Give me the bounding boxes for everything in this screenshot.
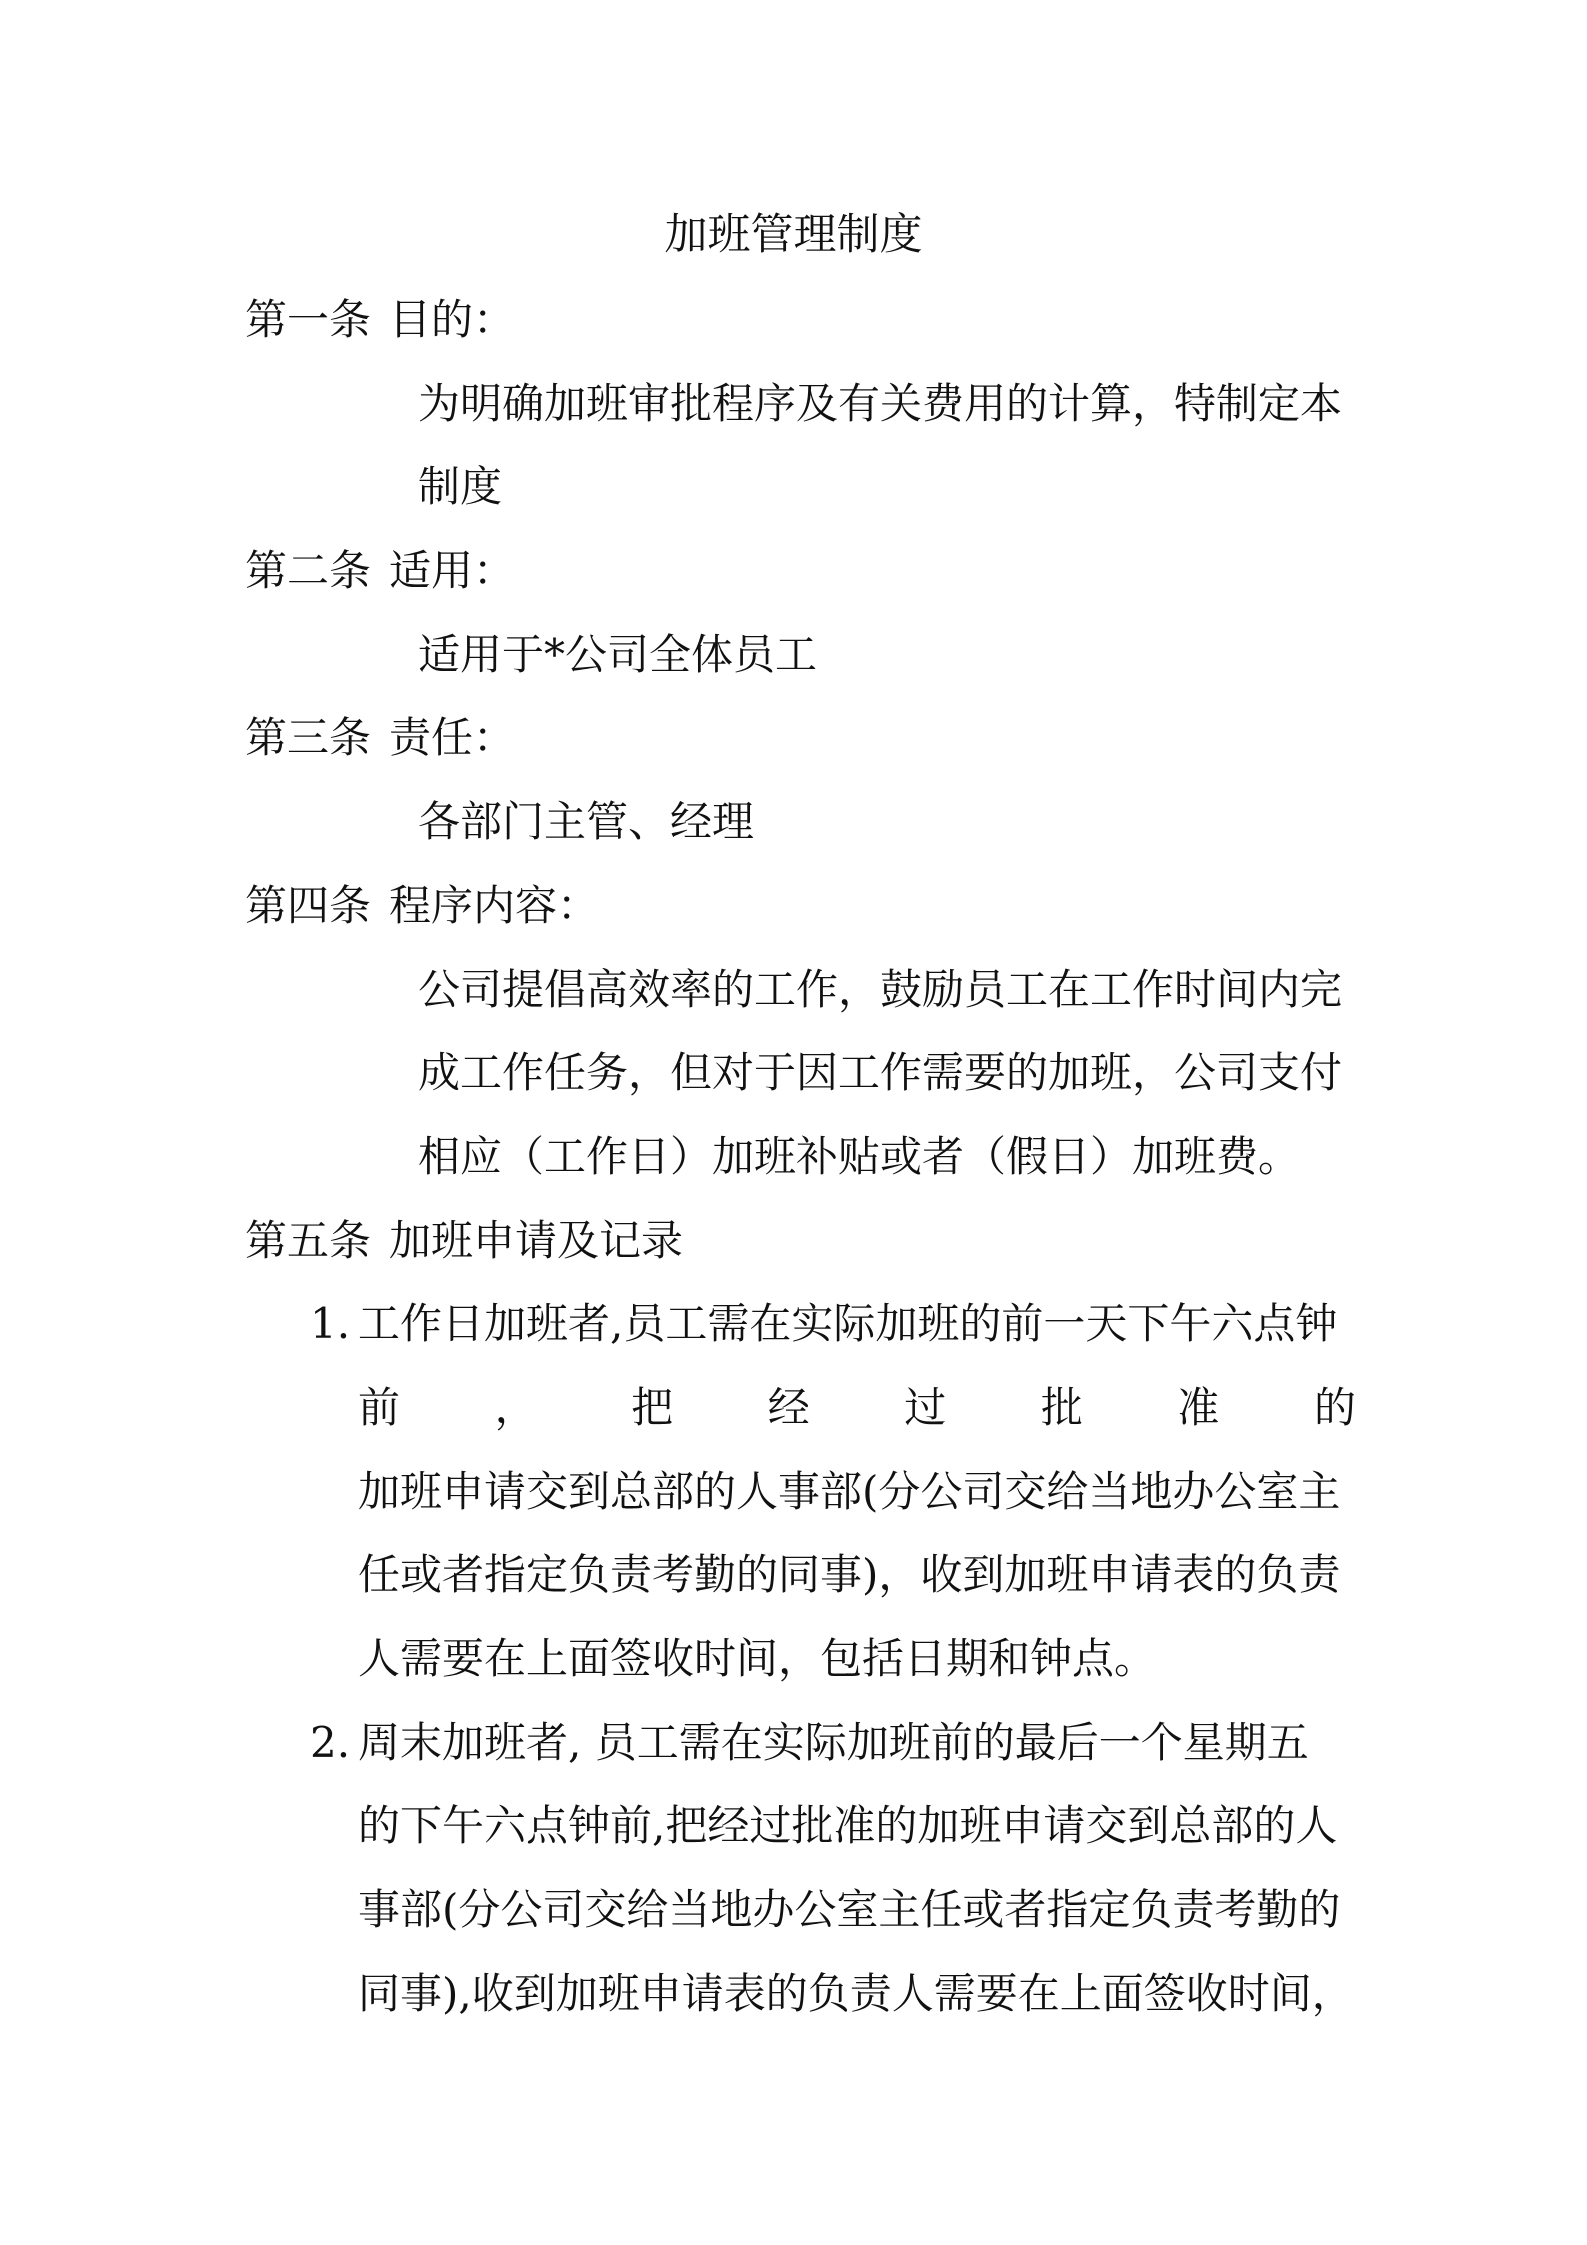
list-number: 2. (310, 1717, 351, 1767)
document-title: 加班管理制度 (664, 210, 923, 260)
paragraph-line: 相应（工作日）加班补贴或者（假日）加班费。 (418, 1131, 1301, 1181)
paragraph-line: 各部门主管、经理 (418, 797, 755, 847)
char: 批 (1040, 1382, 1083, 1432)
list-item (0, 1282, 1356, 1366)
paragraph-line: 成工作任务，但对于因工作需要的加班，公司支付 (418, 1048, 1343, 1098)
section-label: 第一条 (245, 295, 372, 344)
section-heading (0, 696, 1587, 780)
char: 前 (358, 1382, 401, 1432)
section-label: 第二条 (245, 546, 372, 596)
char: 过 (904, 1382, 947, 1432)
paragraph-line: 为明确加班审批程序及有关费用的计算，特制定本 (418, 378, 1343, 428)
list-line: 工作日加班者,员工需在实际加班的前一天下午六点钟 (358, 1299, 1338, 1349)
section-heading (0, 529, 1587, 613)
section-heading (0, 864, 1587, 948)
paragraph-line: 制度 (418, 462, 503, 512)
section-title: 责任： (389, 713, 516, 763)
document-body (0, 278, 1587, 2035)
char: ， (494, 1382, 537, 1432)
list-line: 人需要在上面签收时间，包括日期和钟点。 (358, 1634, 1157, 1683)
section-label: 第四条 (245, 880, 372, 930)
list-line: 加班申请交到总部的人事部(分公司交给当地办公室主 (358, 1466, 1341, 1516)
section-label: 第三条 (245, 713, 372, 763)
char: 的 (1313, 1382, 1356, 1432)
paragraph-line: 适用于*公司全体员工 (418, 629, 818, 679)
char: 准 (1177, 1382, 1220, 1432)
list-number: 1. (310, 1299, 351, 1349)
section-title: 适用： (389, 546, 516, 596)
section-title: 程序内容： (389, 880, 600, 930)
section-label: 第五条 (245, 1215, 372, 1265)
section-heading (0, 278, 1587, 362)
paragraph-line: 公司提倡高效率的工作，鼓励员工在工作时间内完 (418, 964, 1343, 1014)
list-item (0, 1701, 1356, 1785)
char: 经 (767, 1382, 810, 1432)
list-line: 周末加班者, 员工需在实际加班前的最后一个星期五 (358, 1717, 1309, 1767)
section-title: 加班申请及记录 (389, 1215, 684, 1265)
list-line: 同事),收到加班申请表的负责人需要在上面签收时间， (358, 1968, 1354, 2018)
section-heading (0, 1199, 1587, 1283)
list-line: 事部(分公司交给当地办公室主任或者指定负责考勤的 (358, 1885, 1341, 1935)
justified-line (358, 1366, 1356, 1450)
list-line: 任或者指定负责考勤的同事)，收到加班申请表的负责 (358, 1550, 1341, 1600)
list-line: 的下午六点钟前,把经过批准的加班申请交到总部的人 (358, 1801, 1338, 1851)
char: 把 (631, 1382, 674, 1432)
section-title: 目的： (389, 295, 516, 344)
